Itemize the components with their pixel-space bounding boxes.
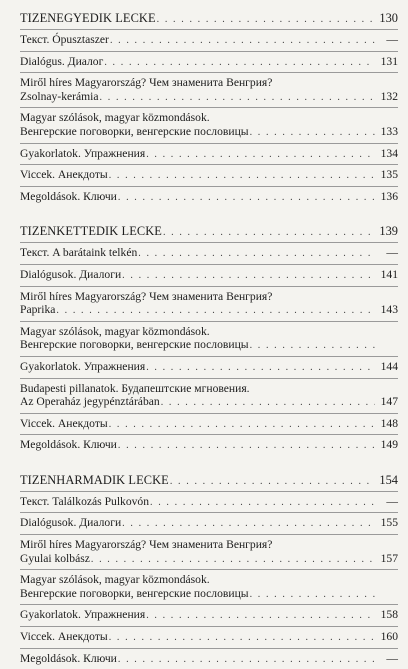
entry-line (20, 652, 398, 667)
section-gap (20, 456, 398, 473)
entry-page-number: 160 (380, 630, 398, 644)
entry-line (20, 303, 398, 318)
entry-text: Paprika (20, 303, 56, 317)
dot-leader (146, 148, 375, 162)
entry-text: Miről híres Magyarország? Чем знаменита Венгрия? (20, 289, 273, 303)
dot-leader (122, 269, 375, 283)
toc-section (20, 11, 398, 207)
dot-leader (118, 439, 375, 453)
entry-page-number: 141 (380, 267, 398, 281)
chapter-title: TIZENKETTEDIK LECKE (20, 224, 162, 239)
entry-page-number: 157 (380, 551, 398, 565)
entry-line (20, 76, 398, 90)
entry-text: Текст. A barátaink telkén (20, 246, 138, 260)
dot-leader (146, 609, 375, 623)
dot-leader (104, 56, 375, 70)
dot-leader (161, 396, 375, 410)
entry-text: Viccek. Анекдоты (20, 168, 108, 182)
entry-text: Gyakorlatok. Упражнения (20, 608, 146, 622)
entry-page-number: 134 (380, 146, 398, 160)
entry-line (20, 338, 398, 353)
toc-entry (20, 143, 398, 165)
entry-page-number: 158 (380, 608, 398, 622)
toc-entry (20, 534, 398, 569)
entry-page-number: 136 (380, 189, 398, 203)
entry-text: Gyakorlatok. Упражнения (20, 146, 146, 160)
dot-leader (250, 339, 375, 353)
dot-leader (138, 247, 375, 261)
entry-page-number: — (386, 33, 398, 46)
chapter-title: TIZENHARMADIK LECKE (20, 472, 169, 487)
dot-leader (118, 653, 375, 667)
dot-leader (118, 191, 375, 205)
toc-entry (20, 604, 398, 626)
entry-line (20, 190, 398, 205)
entry-line (20, 630, 398, 645)
entry-line (20, 55, 398, 70)
entry-page-number: 132 (380, 89, 398, 103)
entry-text: Венгерские поговорки, венгерские пословицы (20, 586, 249, 600)
chapter-title: TIZENEGYEDIK LECKE (20, 11, 156, 25)
entry-text: Miről híres Magyarország? Чем знаменита Венгрия? (20, 76, 273, 90)
entry-page-number: 135 (380, 168, 398, 182)
entry-line (20, 395, 398, 410)
dot-leader (163, 225, 375, 240)
entry-text: Dialógusok. Диалоги (20, 516, 122, 530)
entry-line (20, 290, 398, 304)
toc-entry (20, 72, 398, 107)
entry-line (20, 495, 398, 510)
toc-entry (20, 648, 398, 669)
entry-text: Magyar szólások, magyar közmondások. (20, 111, 210, 125)
dot-leader (109, 631, 375, 645)
entry-line (20, 268, 398, 283)
entry-text: Gyakorlatok. Упражнения (20, 359, 146, 373)
dot-leader (146, 361, 375, 375)
entry-page-number: — (386, 494, 398, 508)
entry-line (20, 438, 398, 453)
entry-page-number: — (386, 651, 398, 665)
entry-page-number: 148 (380, 416, 398, 430)
entry-text: Gyulai kolbász (20, 551, 90, 565)
toc-entry (20, 378, 398, 413)
toc-entry (20, 264, 398, 286)
toc-entry (20, 164, 398, 186)
entry-page-number: 147 (380, 395, 398, 409)
entry-page-number: 155 (380, 516, 398, 530)
entry-line (20, 168, 398, 183)
dot-leader (122, 517, 375, 531)
dot-leader (150, 496, 375, 510)
dot-leader (56, 304, 375, 318)
dot-leader (157, 12, 375, 27)
entry-text: Magyar szólások, magyar közmondások. (20, 573, 210, 587)
entry-page-number: 143 (380, 303, 398, 317)
toc-entry (20, 186, 398, 208)
chapter-heading (20, 224, 398, 242)
entry-line (20, 246, 398, 261)
entry-line (20, 33, 398, 48)
toc-section (20, 224, 398, 456)
toc-entry (20, 626, 398, 648)
entry-text: Текст. Találkozás Pulkovón (20, 494, 150, 508)
entry-page-number: 149 (380, 438, 398, 452)
dot-leader (91, 553, 375, 567)
toc-entry (20, 413, 398, 435)
entry-line (20, 417, 398, 432)
entry-page-number: 144 (380, 359, 398, 373)
toc-entry (20, 29, 398, 51)
entry-text: Dialógus. Диалог (20, 54, 104, 68)
dot-leader (109, 169, 375, 183)
entry-text: Zsolnay-kerámia (20, 89, 99, 103)
dot-leader (100, 91, 375, 105)
entry-text: Текст. Ópusztaszer (20, 33, 109, 46)
dot-leader (250, 126, 375, 140)
entry-text: Dialógusok. Диалоги (20, 267, 122, 281)
toc-entry (20, 356, 398, 378)
entry-line (20, 538, 398, 552)
entry-text: Megoldások. Ключи (20, 438, 117, 452)
entry-text: Megoldások. Ключи (20, 189, 117, 203)
entry-line (20, 516, 398, 531)
toc-entry (20, 51, 398, 73)
dot-leader (170, 474, 375, 489)
entry-page-number: 133 (380, 124, 398, 138)
toc-entry (20, 242, 398, 264)
chapter-page-number: 139 (379, 224, 398, 239)
entry-text: Az Operaház jegypénztárában (20, 395, 160, 409)
toc-section (20, 473, 398, 669)
chapter-heading (20, 473, 398, 491)
toc-entry (20, 107, 398, 142)
entry-text: Венгерские поговорки, венгерские пословицы (20, 124, 249, 138)
entry-line (20, 90, 398, 105)
toc-entry (20, 512, 398, 534)
chapter-page-number: 154 (379, 472, 398, 487)
dot-leader (110, 34, 375, 48)
entry-text: Megoldások. Ключи (20, 651, 117, 665)
entry-text: Венгерские поговорки, венгерские пословицы (20, 338, 249, 352)
entry-line (20, 382, 398, 396)
toc-entry (20, 321, 398, 356)
entry-page-number: 131 (380, 54, 398, 68)
section-gap (20, 207, 398, 224)
toc-entry (20, 286, 398, 321)
entry-text: Miről híres Magyarország? Чем знаменита Венгрия? (20, 538, 273, 552)
entry-line (20, 573, 398, 587)
dot-leader (109, 418, 375, 432)
entry-line (20, 552, 398, 567)
toc-entry (20, 491, 398, 513)
toc-entry (20, 434, 398, 456)
chapter-heading (20, 11, 398, 29)
entry-line (20, 587, 398, 602)
entry-line (20, 608, 398, 623)
entry-line (20, 125, 398, 140)
entry-text: Viccek. Анекдоты (20, 630, 108, 644)
chapter-page-number: 130 (379, 11, 398, 25)
entry-text: Viccek. Анекдоты (20, 416, 108, 430)
entry-page-number: — (386, 246, 398, 260)
entry-line (20, 147, 398, 162)
entry-line (20, 111, 398, 125)
entry-line (20, 360, 398, 375)
entry-text: Budapesti pillanatok. Будапештские мгновения. (20, 381, 250, 395)
entry-text: Magyar szólások, magyar közmondások. (20, 324, 210, 338)
entry-line (20, 325, 398, 339)
toc-entry (20, 569, 398, 604)
